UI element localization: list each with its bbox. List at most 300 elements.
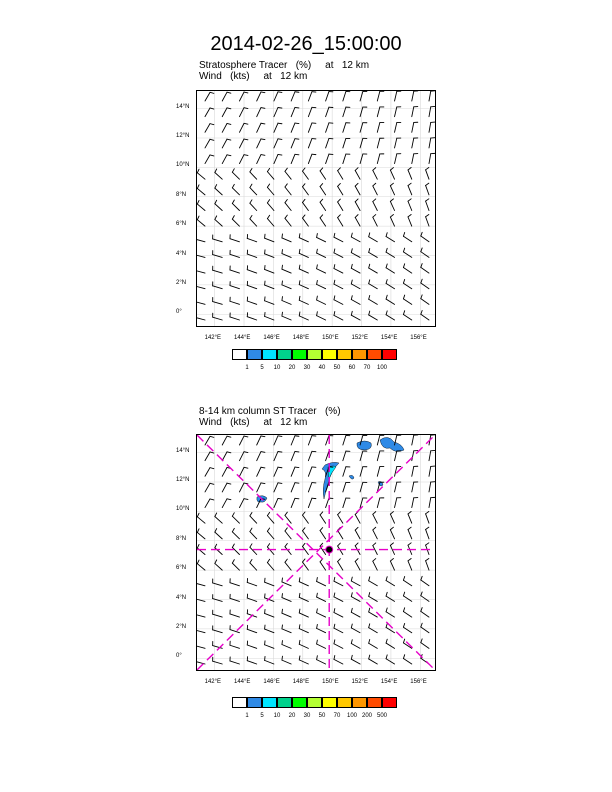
wind-barb	[429, 497, 435, 507]
wind-barb	[205, 92, 214, 101]
wind-barb	[343, 154, 350, 164]
wind-barb	[421, 311, 429, 320]
wind-barb	[429, 122, 435, 132]
wind-barb	[308, 483, 316, 492]
wind-barb	[247, 657, 256, 664]
wind-barb	[395, 154, 401, 164]
wind-barb	[351, 280, 360, 289]
wind-barb	[377, 91, 384, 101]
wind-barb	[338, 215, 343, 226]
wind-barb	[197, 235, 205, 242]
wind-barb	[317, 296, 326, 304]
wind-barb	[274, 436, 282, 445]
wind-barb	[267, 168, 274, 179]
wind-barb	[386, 233, 394, 242]
wind-barb	[355, 215, 360, 227]
wind-barb	[377, 154, 384, 164]
wind-barb	[247, 578, 256, 585]
wind-barb	[247, 250, 256, 257]
wind-barb	[205, 139, 214, 148]
wind-barb	[412, 435, 418, 445]
lat-tick-label: 12°N	[176, 133, 190, 139]
wind-barb	[426, 168, 429, 180]
wind-barb	[299, 265, 308, 273]
wind-barb	[222, 499, 231, 508]
legend-label: 200	[361, 713, 372, 719]
wind-barb	[421, 592, 429, 601]
wind-barb	[213, 579, 223, 586]
legend-label: 1	[245, 365, 249, 371]
wind-barb	[421, 295, 429, 304]
wind-barb	[257, 436, 265, 445]
map-panel-stratosphere-tracer	[196, 90, 436, 327]
wind-barb	[338, 183, 343, 194]
wind-barb	[426, 183, 429, 195]
wind-barb	[197, 266, 205, 273]
wind-barb	[351, 624, 360, 633]
wind-barb	[267, 215, 274, 226]
wind-barb	[299, 609, 308, 617]
legend-swatch	[262, 349, 277, 360]
map-panel-column-st-tracer	[196, 434, 436, 671]
lat-tick-label: 6°N	[176, 565, 187, 572]
wind-barb	[247, 234, 256, 241]
legend-swatch	[247, 349, 262, 360]
wind-barb	[265, 656, 274, 664]
legend-swatch	[247, 697, 262, 708]
wind-barb	[360, 91, 367, 101]
wind-barb	[230, 641, 240, 648]
wind-barb	[267, 559, 274, 570]
wind-barb	[197, 579, 205, 586]
legend-label: 40	[318, 365, 326, 371]
wind-barb	[338, 168, 343, 179]
wind-barb	[239, 139, 247, 148]
lon-tick-label: 148°E	[292, 335, 310, 341]
wind-barb	[408, 512, 412, 524]
wind-barb	[299, 578, 308, 586]
wind-barb	[355, 168, 360, 180]
wind-barb	[412, 107, 418, 117]
wind-barb	[250, 184, 257, 195]
wind-barb	[360, 467, 367, 477]
legend-label: 70	[333, 713, 341, 719]
wind-barb	[369, 639, 378, 648]
wind-barb	[299, 593, 308, 601]
wind-barb	[317, 249, 326, 257]
wind-barb	[355, 183, 360, 195]
wind-barb	[317, 593, 326, 601]
wind-barb	[257, 108, 265, 117]
wind-barb	[403, 623, 411, 632]
wind-barb	[205, 468, 214, 477]
lat-tick-label: 8°N	[176, 535, 187, 542]
wind-barb	[360, 498, 367, 508]
wind-barb	[257, 92, 265, 101]
wind-barb	[429, 91, 435, 101]
wind-barb	[326, 92, 333, 101]
wind-barb	[257, 123, 265, 132]
wind-barb	[355, 527, 360, 539]
wind-barb	[334, 640, 343, 648]
wind-barb	[205, 108, 214, 117]
wind-barb	[395, 451, 401, 461]
wind-barb	[351, 249, 360, 258]
wind-barb	[239, 436, 247, 445]
wind-barb	[386, 295, 394, 304]
wind-barb	[239, 123, 247, 132]
wind-barb	[205, 452, 214, 461]
wind-barb	[386, 248, 394, 257]
wind-barb	[205, 124, 214, 133]
wind-barb	[299, 234, 308, 242]
wind-barb	[408, 543, 412, 555]
legend-label: 10	[273, 365, 281, 371]
wind-barb	[429, 153, 435, 163]
wind-barb	[291, 92, 299, 101]
lat-tick-label: 0°	[176, 653, 182, 660]
wind-barb	[426, 527, 429, 539]
wind-barb	[386, 608, 394, 617]
wind-barb	[412, 138, 418, 148]
wind-barb	[197, 216, 205, 226]
lon-tick-label: 154°E	[380, 679, 398, 685]
lon-tick-label: 150°E	[322, 679, 339, 685]
wind-barb	[421, 232, 429, 241]
wind-barb	[205, 155, 214, 164]
wind-barb	[197, 626, 205, 633]
wind-barb	[239, 92, 247, 101]
wind-barb	[274, 498, 282, 507]
wind-barb	[408, 527, 412, 539]
wind-barb	[232, 528, 239, 539]
wind-barb	[302, 199, 308, 210]
legend-swatch	[352, 349, 367, 360]
wind-barb	[412, 154, 418, 164]
wind-barb	[320, 215, 326, 226]
lat-tick-label: 14°N	[176, 103, 190, 110]
wind-barb	[250, 169, 257, 180]
wind-barb	[351, 577, 360, 586]
wind-barb	[215, 200, 222, 210]
legend-swatch	[352, 697, 367, 708]
wind-barb	[334, 656, 343, 664]
wind-barb	[282, 250, 291, 258]
lon-tick-label: 154°E	[380, 335, 398, 341]
wind-barb	[308, 123, 316, 132]
tracer-contour	[349, 475, 354, 479]
wind-barb	[205, 436, 214, 445]
wind-barb	[351, 296, 360, 305]
wind-barb	[308, 467, 316, 476]
wind-barb	[377, 123, 384, 133]
wind-barb	[197, 298, 205, 305]
wind-barb	[395, 138, 401, 148]
wind-barb	[299, 640, 308, 648]
wind-barb	[302, 215, 308, 226]
wind-barb	[429, 138, 435, 148]
legend-swatch	[307, 697, 322, 708]
legend-label: 1	[245, 713, 249, 719]
wind-barb	[317, 265, 326, 273]
wind-barb	[355, 559, 360, 571]
wind-barb	[426, 543, 429, 555]
wind-barb	[373, 527, 378, 539]
wind-barb	[343, 498, 350, 508]
legend-swatch	[382, 349, 397, 360]
wind-barb	[343, 482, 350, 492]
wind-barb	[412, 91, 418, 101]
wind-barb	[395, 122, 401, 132]
wind-barb	[351, 233, 360, 242]
panel1-title-line2: Wind (kts) at 12 km	[199, 71, 308, 82]
wind-barb	[299, 296, 308, 304]
wind-barb	[373, 168, 378, 180]
cross-section-guides	[197, 435, 435, 670]
wind-barb	[247, 313, 256, 320]
wind-barb	[308, 92, 316, 101]
wind-barb	[291, 498, 299, 507]
wind-barb	[265, 578, 274, 586]
wind-barb	[215, 169, 222, 179]
lat-tick-label: 2°N	[176, 623, 187, 630]
wind-barb	[403, 279, 411, 288]
wind-barb	[285, 199, 291, 210]
wind-barb	[215, 529, 222, 539]
wind-barb	[230, 266, 240, 273]
wind-barb	[360, 123, 367, 133]
wind-barb	[222, 123, 231, 132]
wind-barb	[302, 512, 308, 523]
wind-barb	[355, 199, 360, 211]
wind-barb	[282, 594, 291, 602]
legend-label: 100	[346, 713, 357, 719]
wind-barb	[386, 655, 394, 664]
wind-barb	[369, 280, 378, 289]
wind-barb	[320, 559, 326, 570]
wind-barb	[213, 610, 223, 617]
wind-barb	[232, 560, 239, 571]
wind-barb	[351, 608, 360, 617]
wind-barb	[338, 559, 343, 570]
wind-barb	[386, 592, 394, 601]
wind-barb	[232, 200, 239, 211]
wind-barb	[377, 467, 384, 477]
wind-barb	[408, 558, 412, 570]
wind-barb	[386, 311, 394, 320]
wind-barb	[360, 138, 367, 148]
wind-barb	[421, 608, 429, 617]
wind-barb	[213, 626, 223, 633]
wind-barb	[369, 624, 378, 633]
wind-barb	[377, 138, 384, 148]
legend-label: 30	[303, 365, 311, 371]
wind-barb	[355, 543, 360, 555]
lon-tick-label: 144°E	[234, 679, 251, 685]
wind-barb	[222, 92, 231, 101]
wind-barb	[197, 529, 205, 539]
legend-label: 60	[348, 365, 356, 371]
wind-barb	[403, 295, 411, 304]
legend-label: 10	[273, 713, 281, 719]
wind-barb	[282, 297, 291, 305]
wind-barb	[429, 466, 435, 476]
wind-barb	[403, 592, 411, 601]
wind-barb	[373, 183, 378, 195]
wind-barb	[265, 297, 274, 305]
wind-barb	[403, 232, 411, 241]
wind-barb	[239, 499, 247, 508]
wind-barb	[373, 215, 378, 227]
legend-label: 20	[288, 365, 296, 371]
wind-barb	[265, 265, 274, 273]
wind-barb	[386, 264, 394, 273]
wind-barb	[369, 311, 378, 320]
wind-barb	[205, 499, 214, 508]
wind-barb	[291, 139, 299, 148]
wind-barb	[222, 467, 231, 476]
wind-barb	[239, 467, 247, 476]
wind-barb	[320, 543, 326, 554]
wind-barb	[302, 528, 308, 539]
map-svg	[197, 91, 435, 326]
wind-barb	[326, 123, 333, 132]
wind-barb	[250, 559, 257, 570]
wind-barb	[334, 593, 343, 601]
wind-barb	[369, 577, 378, 586]
legend-label: 500	[376, 713, 387, 719]
wind-barb	[247, 594, 256, 601]
wind-barb	[403, 248, 411, 257]
wind-barb	[421, 623, 429, 632]
wind-barb	[395, 107, 401, 117]
wind-barb	[230, 610, 240, 617]
lat-tick-label: 4°N	[176, 250, 187, 257]
wind-barb	[197, 251, 205, 258]
wind-barb	[232, 169, 239, 180]
lon-tick-label: 146°E	[263, 335, 280, 341]
wind-barb	[282, 609, 291, 617]
wind-barb	[317, 312, 326, 320]
wind-barb	[291, 154, 299, 163]
lon-tick-label: 148°E	[292, 679, 310, 685]
legend-swatch	[322, 697, 337, 708]
wind-barb	[317, 609, 326, 617]
wind-barb	[334, 609, 343, 617]
wind-barb	[317, 578, 326, 586]
wind-barb	[267, 184, 274, 195]
legend-swatch	[337, 349, 352, 360]
wind-barb	[197, 169, 205, 179]
wind-barb	[232, 216, 239, 227]
wind-barb	[343, 123, 350, 133]
wind-barb	[320, 184, 326, 195]
legend-swatch	[262, 697, 277, 708]
legend-label: 30	[303, 713, 311, 719]
panel2-title-line2: Wind (kts) at 12 km	[199, 417, 308, 428]
panel1-title-line1: Stratosphere Tracer (%) at 12 km	[199, 60, 370, 71]
wind-barb	[369, 655, 378, 664]
wind-barb	[386, 639, 394, 648]
wind-barb	[213, 251, 223, 258]
wind-barb	[403, 264, 411, 273]
wind-barb	[274, 123, 282, 132]
wind-barb	[395, 498, 401, 508]
wind-barb	[230, 235, 240, 242]
wind-barb	[320, 199, 326, 210]
map-svg	[197, 435, 435, 670]
wind-barb	[373, 512, 378, 524]
wind-barb	[265, 641, 274, 649]
legend-label: 100	[376, 365, 387, 371]
legend-swatch	[277, 697, 292, 708]
wind-barb	[299, 312, 308, 320]
wind-barb	[412, 466, 418, 476]
wind-barb	[373, 543, 378, 555]
wind-barb	[285, 168, 291, 179]
center-marker	[326, 546, 333, 553]
wind-barb	[222, 139, 231, 148]
wind-barb	[291, 436, 299, 445]
wind-barb	[230, 250, 240, 257]
wind-barb	[197, 282, 205, 289]
wind-barb	[265, 312, 274, 320]
tracer-contour	[357, 441, 372, 450]
wind-barb	[408, 183, 412, 195]
lon-tick-label: 152°E	[351, 335, 368, 341]
wind-barb	[250, 215, 257, 226]
wind-barb	[302, 184, 308, 195]
lat-tick-label: 10°N	[176, 162, 190, 169]
wind-barb	[197, 610, 205, 617]
wind-barb	[395, 482, 401, 492]
wind-barb	[426, 199, 429, 211]
wind-barb	[267, 200, 274, 211]
lon-tick-label: 156°E	[410, 679, 427, 685]
wind-barb	[213, 595, 223, 602]
wind-barb	[426, 558, 429, 570]
lon-tick-label: 144°E	[234, 335, 251, 341]
wind-barb	[232, 513, 239, 524]
legend-swatch	[292, 697, 307, 708]
lon-tick-label: 142°E	[204, 679, 222, 685]
wind-barb	[285, 512, 291, 523]
wind-barb	[308, 436, 316, 445]
wind-barb	[282, 656, 291, 664]
wind-barb	[205, 483, 214, 492]
wind-barb	[408, 168, 412, 180]
wind-barb	[197, 185, 205, 195]
wind-barb	[213, 266, 223, 273]
wind-barb	[247, 641, 256, 648]
wind-barb	[250, 528, 257, 539]
wind-barb	[285, 559, 291, 570]
wind-barb	[257, 139, 265, 148]
legend-label: 70	[363, 365, 371, 371]
wind-barb	[334, 280, 343, 288]
wind-barb	[274, 467, 282, 476]
wind-barb	[320, 512, 326, 523]
lat-tick-label: 14°N	[176, 447, 190, 454]
legend-label: 50	[318, 713, 326, 719]
wind-barb	[338, 543, 343, 554]
wind-barb	[386, 577, 394, 586]
wind-barb	[421, 264, 429, 273]
legend-swatch	[367, 697, 382, 708]
wind-barb	[426, 512, 429, 524]
wind-barb	[369, 264, 378, 273]
wind-barb	[197, 642, 205, 649]
